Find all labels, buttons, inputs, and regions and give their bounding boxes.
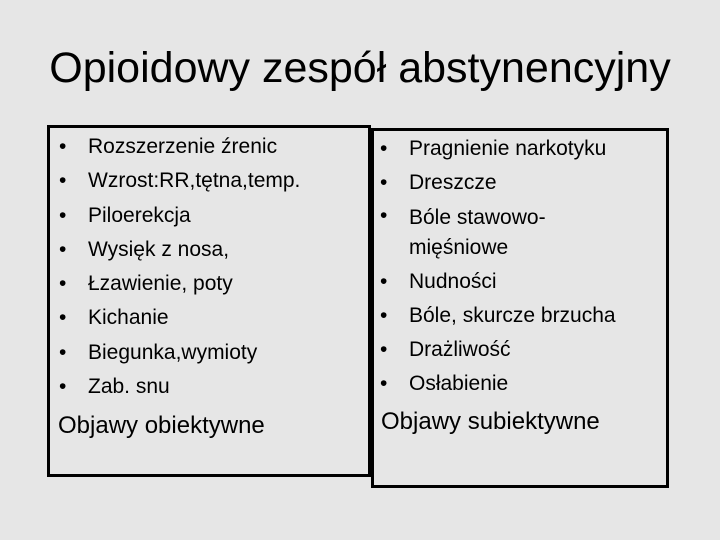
bullet-icon: • [59, 169, 67, 193]
list-item [59, 370, 300, 404]
slide-title: Opioidowy zespół abstynencyjny [49, 44, 671, 92]
list-item-text-continued: mięśniowe [409, 235, 509, 259]
list-item-text: Zab. snu [88, 375, 170, 399]
list-item [59, 164, 301, 198]
bullet-icon: • [380, 203, 388, 227]
list-item [59, 267, 300, 301]
list-item [380, 166, 616, 200]
bullet-icon: • [59, 340, 67, 364]
list-item-text: Nudności [409, 269, 497, 293]
bullet-icon: • [59, 375, 67, 399]
list-item-text: Wzrost:RR,tętna,temp. [88, 169, 301, 193]
objective-symptoms-list [59, 130, 301, 404]
list-item-text: Drażliwość [409, 338, 511, 362]
list-item-text: Wysięk z nosa, [88, 237, 230, 261]
subjective-symptoms-caption: Objawy subiektywne [381, 408, 600, 435]
list-item-text: Biegunka,wymioty [88, 340, 258, 364]
list-item [59, 233, 300, 267]
objective-symptoms-panel [47, 125, 371, 477]
list-item [59, 301, 300, 335]
bullet-icon: • [380, 269, 388, 293]
list-item [380, 132, 616, 166]
bullet-icon: • [380, 137, 388, 160]
bullet-icon: • [380, 303, 388, 327]
bullet-icon: • [59, 203, 67, 227]
list-item [380, 333, 616, 367]
list-item-text: Łzawienie, poty [88, 272, 233, 296]
list-item-text: Rozszerzenie źrenic [88, 135, 278, 158]
bullet-icon: • [59, 306, 67, 330]
list-item-text: Osłabienie [409, 372, 509, 396]
subjective-symptoms-panel [371, 128, 669, 488]
list-item-text: Piloerekcja [88, 203, 191, 227]
bullet-icon: • [380, 338, 388, 362]
bullet-icon: • [380, 372, 388, 396]
bullet-icon: • [59, 135, 67, 158]
list-item-text: Kichanie [88, 306, 169, 330]
bullet-icon: • [59, 237, 67, 261]
list-item [59, 130, 300, 164]
list-item [380, 367, 616, 401]
list-item-text: Bóle stawowo- [409, 205, 546, 229]
list-item [59, 199, 300, 233]
objective-symptoms-caption: Objawy obiektywne [58, 412, 265, 439]
list-item-text: Bóle, skurcze brzucha [409, 303, 616, 327]
list-item-text: Pragnienie narkotyku [409, 137, 607, 160]
bullet-icon: • [380, 171, 388, 195]
list-item [59, 336, 300, 370]
list-item [380, 201, 616, 265]
list-item-text: Dreszcze [409, 171, 497, 195]
list-item [380, 265, 616, 299]
list-item [380, 299, 616, 333]
bullet-icon: • [59, 272, 67, 296]
subjective-symptoms-list [380, 132, 616, 402]
